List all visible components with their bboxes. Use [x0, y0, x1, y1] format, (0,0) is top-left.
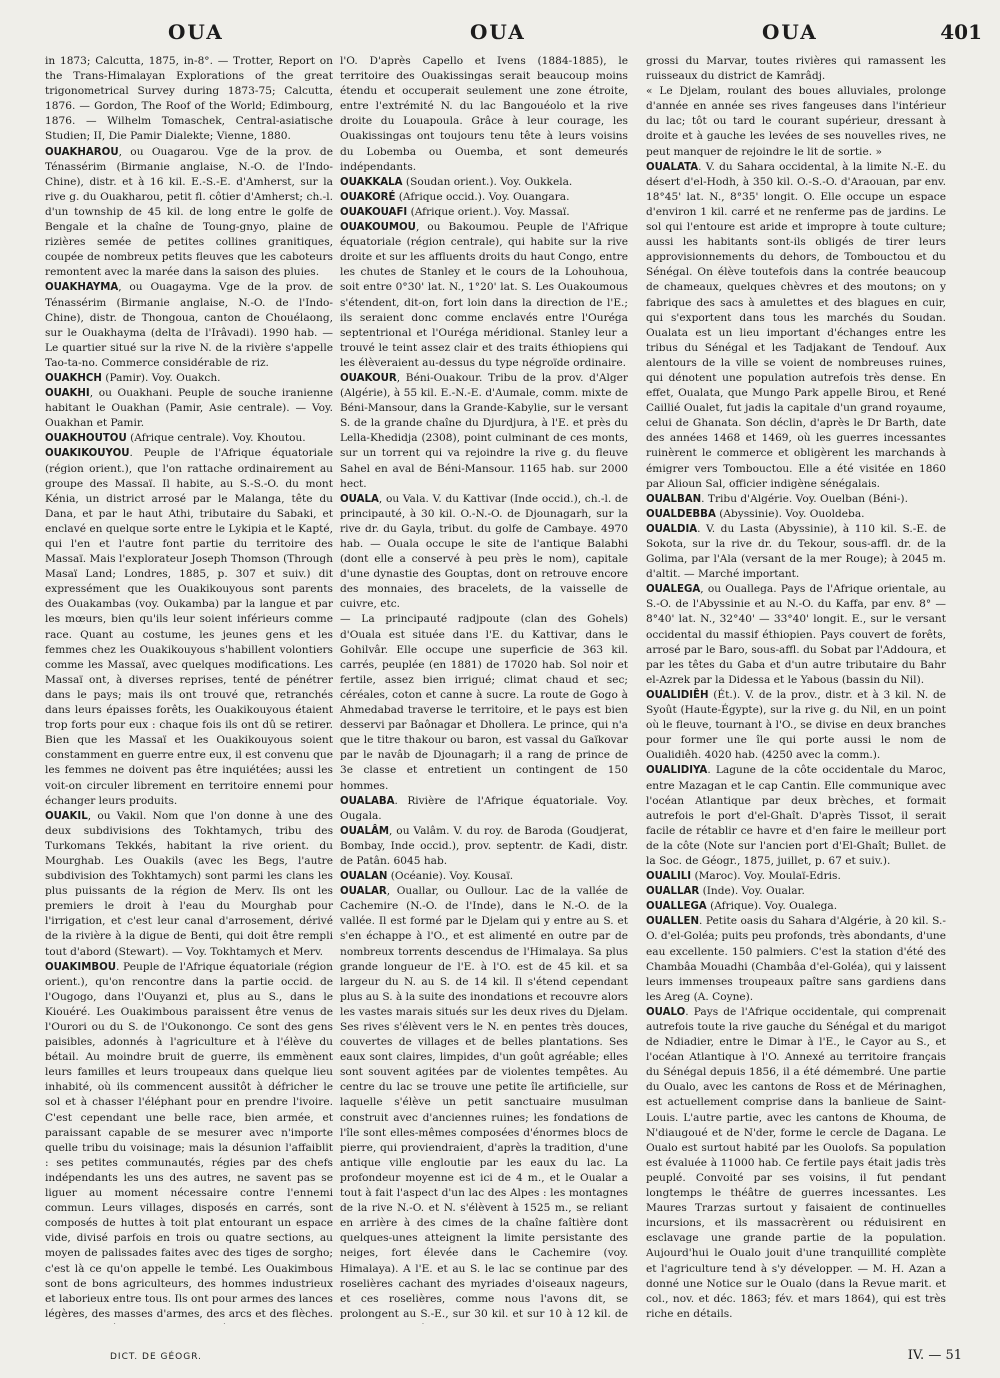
entry-text: , ou Ouakhani. Peuple de souche iranienne habitant le Ouakhan (Pamir, Asie centrale). — Voy. Ouakhan et Pamir.	[45, 387, 333, 430]
entry-headword: OUALO	[646, 1006, 686, 1018]
entry-text: . Pays de l'Afrique occidentale, qui comprenait autrefois toute la rive gauche du Sénégal et du marigot de Ndiadier, entre le Dimar à l'E., le Cayor au S., et l'océan Atlantique à l'O. Annexé au territoire français du Sénégal depuis 1856, il a été démembré. Une partie du Oualo, avec les cantons de Ross et de Mérinaghen, est actuellement comprise dans la banlieue de Saint-Louis. L'autre partie, avec les cantons de Khouma, de N'diaugoué et de N'der, forme le cercle de Dagana. Le Oualo est surtout habité par les Ouolofs. Sa population est évaluée à 11000 hab. Ce fertile pays était jadis très peuplé. Convoité par ses voisins, il fut pendant longtemps le théâtre de guerres incessantes. Les Maures Trarzas surtout y faisaient de continuelles incursions, et ils massacrèrent ou réduisirent en esclavage une grande partie de la population. Aujourd'hui le Oualo jouit d'une tranquillité complète et l'agriculture tend à s'y développer. — M. H. Azan a donné une Notice sur le Oualo (dans la Revue marit. et col., nov. et déc. 1863; fév. et mars 1864), qui est très riche en détails.	[646, 1005, 946, 1320]
dictionary-entry	[340, 869, 628, 884]
dictionary-entry	[646, 522, 946, 582]
entry-text: , Ouallar, ou Oullour. Lac de la vallée de Cachemire (N.-O. de l'Inde), dans le N.-O. de la vallée. Il est formé par le Djelam qui y entre au S. et s'en échappe à l'O., et est alimenté en outre par de nombreux torrents descendus de l'Himalaya. Sa plus grande longueur de l'E. à l'O. est de 45 kil. et sa largeur du N. au S. de 14 kil. Il s'étend cependant plus au S. à la suite des inondations et recouvre alors les vastes marais situés sur les deux rives du Djelam. Ses rives s'élèvent vers le N. en pentes très douces, couvertes de villages et de belles plantations. Ses eaux sont claires, limpides, d'un goût agréable; elles sont souvent agitées par de violentes tempêtes. Au centre du lac se trouve une petite île artificielle, sur laquelle s'élève un petit sanctuaire musulman construit avec d'anciennes ruines; les fondations de l'île sont elles-mêmes composées d'énormes blocs de pierre, qui proviendraient, d'après la tradition, d'une antique ville engloutie par les eaux du lac. La profondeur moyenne est ici de 4 m., et le Oualar a tout à fait l'aspect d'un lac des Alpes : les montagnes de la rive N.-O. et N. s'élèvent à 1525 m., se reliant en arrière à des cimes de la chaîne faîtière dont quelques-unes atteignent la limite persistante des neiges, fort élevée dans le Cachemire (voy. Himalaya). A l'E. et au S. le lac se continue par des roselières cachant des myriades d'oiseaux nageurs, et ces roselières, comme nous l'avons dit, se prolongent au S.-E., sur 30 kil. et sur 10 à 12 kil. de	[340, 885, 628, 1320]
entry-text: (Inde). Voy. Oualar.	[699, 885, 805, 898]
entry-headword: OUALLAR	[646, 886, 700, 898]
dictionary-entry	[340, 612, 628, 793]
entry-headword: OUALDIA	[646, 523, 698, 535]
dictionary-entry	[45, 145, 333, 281]
dictionary-entry	[646, 763, 946, 869]
entry-text: (Soudan orient.). Voy. Oukkela.	[402, 175, 573, 188]
dictionary-entry	[340, 492, 628, 613]
entry-headword: OUAKHI	[45, 388, 90, 400]
entry-headword: OUALATA	[646, 161, 699, 173]
running-head-right: OUA	[762, 20, 818, 44]
dictionary-entry	[340, 220, 628, 371]
entry-headword: OUAKIKOUYOU	[45, 448, 130, 460]
entry-text: , ou Valâm. V. du roy. de Baroda (Goudjerat, Bombay, Inde occid.), prov. septentr. de Kadi, distr. de Patân. 6045 hab.	[340, 824, 628, 867]
dictionary-entry	[45, 54, 333, 145]
text-column-3	[646, 54, 946, 1324]
entry-headword: OUALIDIÊH	[646, 689, 709, 701]
entry-headword: OUALABA	[340, 795, 395, 807]
dictionary-entry	[45, 386, 333, 431]
entry-headword: OUALA	[340, 493, 379, 505]
dictionary-entry	[646, 54, 946, 84]
dictionary-entry	[45, 960, 333, 1324]
signature-mark: DICT. DE GÉOGR.	[110, 1352, 203, 1362]
entry-headword: OUAKOUR	[340, 372, 397, 384]
entry-text: in 1873; Calcutta, 1875, in-8°. — Trotter, Report on the Trans-Himalayan Explorations of the great trigonometrical Survey during 1873-75; Calcutta, 1876. — Gordon, The Roof of the World; Edimbourg, 1876. — Wilhelm Tomaschek, Central-asiatische Studien; II, Die Pamir Dialekte; Vienne, 1880.	[45, 55, 333, 143]
text-column-2	[340, 54, 628, 1324]
entry-headword: OUAKOUMOU	[340, 222, 416, 234]
entry-text: , ou Ouagayma. Vge de la prov. de Ténassérim (Birmanie anglaise, N.-O. de l'Indo-Chine), distr. de Thongoua, canton de Chouélaong, sur le Ouakhayma (delta de l'Irâvadi). 1990 hab. — Le quartier situé sur la rive N. de la rivière s'appelle Tao-ta-no. Commerce considérable de riz.	[45, 281, 333, 369]
entry-text: . Rivière de l'Afrique équatoriale. Voy. Ougala.	[340, 794, 628, 822]
entry-text: (Afrique orient.). Voy. Massaï.	[407, 205, 570, 218]
dictionary-entry	[340, 884, 628, 1324]
dictionary-entry	[646, 914, 946, 1005]
entry-text: (Pamir). Voy. Ouakch.	[101, 371, 221, 384]
entry-headword: OUALBAN	[646, 493, 702, 505]
entry-text: , ou Vakil. Nom que l'on donne à une des deux subdivisions des Tokhtamych, tribu des Turkomans Tekkés, habitant la rive orient. du Mourghab. Les Ouakils (avec les Begs, l'autre subdivision des Tokhtamych) sont parmi les clans les plus puissants de la région de Merv. Ils ont les premiers le droit à l'eau du Mourghab pour l'irrigation, et c'est leur canal d'arrosement, dérivé de la rivière à la digue de Benti, qui doit être rempli tout d'abord (Stewart). — Voy. Tokhtamych et Merv.	[45, 809, 333, 958]
entry-text: . V. du Sahara occidental, à la limite N.-E. du désert d'el-Hodh, à 350 kil. O.-S.-O. d'Araouan, par env. 18°45' lat. N., 8°35' longit. O. Elle occupe un espace d'environ 1 kil. carré et ne renferme pas de jardins. Le sol qui l'entoure est aride et impropre à toute culture; aussi les habitants sont-ils obligés de tirer leurs approvisionnements du dehors, de Tombouctou et du Sénégal. On élève toutefois dans la contrée beaucoup de chameaux, quelques chèvres et des moutons; on y fabrique des sacs à amulettes et des blagues en cuir, qui s'exportent dans tous les marchés du Soudan. Oualata est un lieu important d'échanges entre les tribus du Sénégal et les Tadjakant de Tendouf. Aux alentours de la ville se voient de nombreuses ruines, qui dénotent une population autrefois très dense. En effet, Oualata, que Mungo Park appelle Birou, et René Caillié Oualet, fut jadis la capitale d'un grand royaume, celui de Ghanata. Son déclin, d'après le Dr Barth, date des années 1468 et 1469, où les guerres incessantes ruinèrent le commerce et obligèrent les marchands à émigrer vers Tombouctou. Elle a été visitée en 1860 par Alioun Sal, officier indigène sénégalais.	[646, 160, 946, 490]
page-footer	[0, 1348, 1000, 1372]
dictionary-entry	[646, 884, 946, 899]
dictionary-entry	[340, 371, 628, 492]
dictionary-entry	[340, 190, 628, 205]
entry-text: , Béni-Ouakour. Tribu de la prov. d'Alger (Algérie), à 55 kil. E.-N.-E. d'Aumale, comm. mixte de Béni-Mansour, dans la Grande-Kabylie, sur le versant S. de la grande chaîne du Djurdjura, à l'E. et près du Lella-Khedidja (2308), point culminant de ces monts, sur un torrent qui va rejoindre la rive g. du fleuve Sahel en aval de Béni-Mansour. 1165 hab. sur 2000 hect.	[340, 371, 628, 490]
entry-text: , ou Vala. V. du Kattivar (Inde occid.), ch.-l. de principauté, à 30 kil. O.-N.-O. de Djounagarh, sur la rive dr. du Gayla, tribut. du golfe de Cambaye. 4970 hab. — Ouala occupe le site de l'antique Balabhi (dont elle a conservé à peu près le nom), capitale d'une dynastie des Gouptas, dont on retrouve encore des monnaies, des bracelets, de la vaisselle de cuivre, etc.	[340, 492, 628, 611]
entry-headword: OUALLEGA	[646, 901, 707, 913]
entry-text: — La principauté radjpoute (clan des Gohels) d'Ouala est située dans l'E. du Kattivar, dans le Gohilvâr. Elle occupe une superficie de 363 kil. carrés, peuplée (en 1881) de 17020 hab. Sol noir et fertile, assez bien irrigué; climat chaud et sec; céréales, coton et canne à sucre. La route de Gogo à Ahmedabad traverse le territoire, et le pays est bien desservi par Baônagar et Dhollera. Le prince, qui n'a que le titre thakour ou baron, est vassal du Gaïkovar par le navâb de Djounagarh; il a rang de prince de 3e classe et entretient un contingent de 150 hommes.	[340, 613, 628, 792]
entry-headword: OUALLEN	[646, 916, 699, 928]
entry-headword: OUAKORÉ	[340, 191, 396, 203]
entry-headword: OUAKHCH	[45, 372, 102, 384]
entry-headword: OUALIDIYA	[646, 765, 708, 777]
dictionary-entry	[340, 205, 628, 220]
volume-mark: IV. — 51	[907, 1348, 962, 1363]
entry-text: (Afrique occid.). Voy. Ouangara.	[395, 190, 570, 203]
dictionary-entry	[646, 869, 946, 884]
text-column-1	[45, 54, 333, 1324]
entry-text: (Maroc). Voy. Moulaï-Edris.	[691, 870, 841, 883]
entry-headword: OUALDEBBA	[646, 508, 716, 520]
dictionary-entry	[646, 492, 946, 507]
dictionary-entry	[340, 175, 628, 190]
dictionary-entry	[45, 371, 333, 386]
entry-text: . Peuple de l'Afrique équatoriale (région orient.), qu'on rencontre dans la partie occid. de l'Ougogo, dans l'Ouyanzi et, plus au S., dans le Kiouéré. Les Ouakimbous paraissent être venus de l'Ourori ou du S. de l'Oukonongo. Ce sont des gens paisibles, adonnés à l'agriculture et à l'élève du bétail. Au moindre bruit de guerre, ils emmènent leurs familles et leurs troupeaux dans quelque lieu inhabité, où ils commencent aussitôt à défricher le sol et à chasser l'éléphant pour en prendre l'ivoire. C'est cependant une belle race, bien armée, et paraissant capable de se mesurer avec n'importe quelle tribu du voisinage; mais la désunion l'affaiblit : ses petites communautés, régies par des chefs indépendants les uns des autres, ne savent pas se liguer au moment nécessaire contre l'ennemi commun. Leurs villages, disposés en carrés, sont composés de huttes à toit plat entourant un espace vide, divisé parfois en trois ou quatre sections, au moyen de palissades faites avec des tiges de sorgho; c'est là ce qu'on appelle le tembé. Les Ouakimbous sont de bons agriculteurs, des hommes industrieux et laborieux entre tous. Ils ont pour armes des lances légères, des masses d'armes, des arcs et des flèches.	[45, 960, 333, 1320]
running-head	[0, 20, 1000, 52]
entry-headword: OUALEGA	[646, 584, 701, 596]
dictionary-entry	[45, 809, 333, 960]
entry-text: (Afrique centrale). Voy. Khoutou.	[126, 432, 306, 445]
entry-text: . Lagune de la côte occidentale du Maroc, entre Mazagan et le cap Cantin. Elle communique avec l'océan Atlantique par deux brèches, et formait autrefois le port d'el-Ghaît. D'après Tissot, il serait facile de rétablir ce havre et d'en faire le meilleur port de la côte (Note sur l'ancien port d'El-Ghaît; Bullet. de la Soc. de Géogr., 1875, juillet, p. 67 et suiv.).	[646, 764, 946, 867]
dictionary-entry	[45, 431, 333, 446]
entry-text: , ou Bakoumou. Peuple de l'Afrique équatoriale (région centrale), qui habite sur la rive droite et sur les affluents droits du haut Congo, entre les chutes de Stanley et le cours de la Lohouhoua, soit entre 0°30' lat. N., 1°20' lat. S. Les Ouakoumous s'étendent, dit-on, fort loin dans la direction de l'E.; ils seraient donc comme enclavés entre l'Ouréga septentrional et l'Ouréga méridional. Stanley leur a trouvé le teint assez clair et des traits éthiopiens qui les élèveraient au-dessus du type négroïde ordinaire.	[340, 221, 628, 369]
dictionary-entry	[646, 160, 946, 492]
entry-text: . V. du Lasta (Abyssinie), à 110 kil. S.-E. de Sokota, sur la rive dr. du Tekour, sous-affl. dr. de la Golima, par l'Ala (versant de la mer Rouge); à 2045 m. d'altit. — Marché important.	[646, 522, 946, 581]
entry-text: , ou Ouagarou. Vge de la prov. de Ténassérim (Birmanie anglaise, N.-O. de l'Indo-Chine), distr. et à 16 kil. E.-S.-E. d'Amherst, sur la rive g. du Ouakharou, petit fl. côtier d'Amherst; ch.-l. d'un township de 45 kil. de long entre le golfe de Bengale et la chaîne de Toung-gnyo, plaine de rizières semée de petites collines granitiques, coupée de nombreux petits fleuves que les caboteurs remontent avec la marée dans la saison des pluies.	[45, 145, 333, 279]
entry-text: . Peuple de l'Afrique équatoriale (région orient.), que l'on rattache ordinairement au groupe des Massaï. Il habite, au S.-S.-O. du mont Kénia, un district arrosé par le Malanga, tête du Dana, et par le haut Athi, tributaire du Sabaki, et enclavé en quelque sorte entre le Lykipia et le Kapté, qui l'en et l'autre font partie du territoire des Massaï. Mais l'explorateur Joseph Thomson (Through Masaï Land; Londres, 1885, p. 307 et suiv.) dit expressément que les Ouakikouyous sont parents des Ouakambas (voy. Oukamba) par la langue et par les mœurs, bien qu'ils leur soient inférieurs comme race. Quant au costume, les jeunes gens et les femmes chez les Ouakikouyous s'habillent volontiers comme les Massaï, avec quelques modifications. Les Massaï ont, à diverses reprises, tenté de pénétrer dans le pays; mais ils ont trouvé que, retranchés dans leurs épaisses forêts, les Ouakikouyous étaient trop forts pour eux : chaque fois ils ont dû se retirer. Bien que les Massaï et les Ouakikouyous soient constamment en guerre entre eux, il est convenu que les femmes ne doivent pas être inquiétées; aussi les voit-on circuler librement en territoire ennemi pour échanger leurs produits.	[45, 447, 333, 807]
entry-headword: OUALILI	[646, 871, 692, 883]
entry-text: (Abyssinie). Voy. Ouoldeba.	[715, 507, 865, 520]
dictionary-entry	[646, 1005, 946, 1322]
entry-headword: OUAKHOUTOU	[45, 433, 127, 445]
dictionary-entry	[45, 446, 333, 808]
dictionary-entry	[646, 582, 946, 688]
entry-text: l'O. D'après Capello et Ivens (1884-1885), le territoire des Ouakissingas serait beaucoup moins étendu et occuperait seulement une zone étroite, entre l'extrémité N. du lac Bangouéolo et la rive droite du Louapoula. Grâce à leur courage, les Ouakissingas ont toujours tenu tête à leurs voisins du Lobemba ou Ouemba, et sont demeurés indépendants.	[340, 55, 628, 173]
entry-headword: OUAKHAROU	[45, 146, 119, 158]
page-number: 401	[940, 20, 982, 44]
dictionary-entry	[45, 280, 333, 371]
entry-headword: OUAKKALA	[340, 176, 403, 188]
entry-headword: OUAKHAYMA	[45, 282, 119, 294]
entry-headword: OUAKIL	[45, 810, 88, 822]
entry-headword: OUAKIMBOU	[45, 961, 117, 973]
entry-headword: OUAKOUAFI	[340, 206, 408, 218]
entry-headword: OUALAN	[340, 871, 388, 883]
entry-text: grossi du Marvar, toutes rivières qui ramassent les ruisseaux du district de Kamrâdj.	[646, 55, 946, 83]
entry-text: (Océanie). Voy. Kousaï.	[387, 870, 514, 883]
entry-text: . Tribu d'Algérie. Voy. Ouelban (Béni-).	[701, 492, 908, 505]
entry-text: (Ét.). V. de la prov., distr. et à 3 kil. N. de Syoût (Haute-Égypte), sur la rive g. du Nil, en un point où le fleuve, tournant à l'O., se divise en deux branches pour former une île qui porte aussi le nom de Oualidiêh. 4020 hab. (4250 avec la comm.).	[646, 688, 946, 762]
dictionary-entry	[340, 54, 628, 175]
entry-text: « Le Djelam, roulant des boues alluviales, prolonge d'année en année ses rives fangeuses dans l'intérieur du lac; tôt ou tard le courant supérieur, dressant à droite et à gauche les levées de ses nouvelles rives, ne peut manquer de rejoindre le lit de sortie. »	[646, 85, 946, 158]
dictionary-entry	[646, 899, 946, 914]
dictionary-entry	[646, 84, 946, 159]
running-head-middle: OUA	[470, 20, 526, 44]
dictionary-entry	[646, 688, 946, 763]
dictionary-entry	[646, 507, 946, 522]
entry-text: . Petite oasis du Sahara d'Algérie, à 20 kil. S.-O. d'el-Goléa; puits peu profonds, très abondants, d'une eau excellente. 150 palmiers. C'est la station d'été des Chambâa Mouadhi (Chambâa d'el-Goléa), qui y laissent leurs immenses troupeaux paître sans gardiens dans les Areg (A. Coyne).	[646, 915, 946, 1003]
entry-text: (Afrique). Voy. Oualega.	[706, 900, 838, 913]
running-head-left: OUA	[168, 20, 224, 44]
entry-text: , ou Ouallega. Pays de l'Afrique orientale, au S.-O. de l'Abyssinie et au N.-O. du Kaffa, par env. 8° — 8°40' lat. N., 32°40' — 33°40' longit. E., sur le versant occidental du massif éthiopien. Pays couvert de forêts, arrosé par le Baro, sous-affl. du Sobat par l'Addoura, et par les têtes du Gaba et d'un autre tributaire du Bahr el-Azrek par la Didessa et le Yabous (bassin du Nil).	[646, 583, 946, 686]
dictionary-entry	[340, 794, 628, 824]
dictionary-entry	[646, 1322, 946, 1324]
entry-headword: OUALAR	[340, 886, 387, 898]
entry-headword: OUALÂM	[340, 825, 390, 837]
dictionary-entry	[340, 824, 628, 869]
